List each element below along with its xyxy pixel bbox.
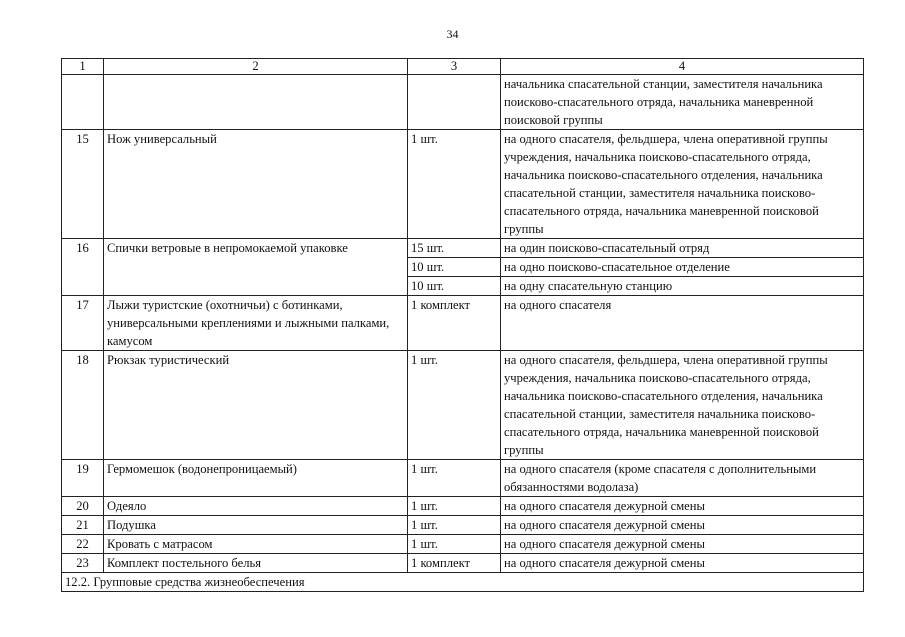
table-row [62, 296, 864, 351]
table-body [62, 75, 864, 573]
item-number [62, 75, 104, 130]
item-name: Нож универсальный [104, 130, 408, 239]
item-recipient: на один поисково-спасательный отряд [501, 239, 864, 258]
item-quantity: 15 шт. [408, 239, 501, 258]
page-number: 34 [446, 27, 459, 41]
section-title: 12.2. Групповые средства жизнеобеспечения [62, 573, 864, 592]
item-recipient: начальника спасательной станции, заместителя начальника поисково-спасательного отряда, начальника маневренной поисковой группы [501, 75, 864, 130]
item-recipient: на одну спасательную станцию [501, 277, 864, 296]
item-name: Кровать с матрасом [104, 535, 408, 554]
item-name: Комплект постельного белья [104, 554, 408, 573]
item-number: 16 [62, 239, 104, 296]
item-quantity: 1 шт. [408, 497, 501, 516]
item-number: 15 [62, 130, 104, 239]
item-number: 17 [62, 296, 104, 351]
item-recipient: на одного спасателя, фельдшера, члена оперативной группы учреждения, начальника поисково-спасательного отряда, начальника поисково-спасательного отделения, начальника спасательной станции, заместителя начальника поисково-спасательного отряда, начальника маневренной поисковой группы [501, 351, 864, 460]
item-number: 19 [62, 460, 104, 497]
table-row [62, 460, 864, 497]
table-row [62, 351, 864, 460]
section-footer-row [62, 573, 864, 592]
column-header-1: 1 [62, 59, 104, 75]
item-name: Лыжи туристские (охотничьи) с ботинками, универсальными креплениями и лыжными палками, камусом [104, 296, 408, 351]
column-header-2: 2 [104, 59, 408, 75]
column-header-3: 3 [408, 59, 501, 75]
item-number: 23 [62, 554, 104, 573]
table-row [62, 130, 864, 239]
item-quantity: 1 комплект [408, 296, 501, 351]
item-recipient: на одного спасателя дежурной смены [501, 497, 864, 516]
table-row [62, 554, 864, 573]
item-quantity [408, 75, 501, 130]
item-number: 20 [62, 497, 104, 516]
norms-table [61, 58, 864, 592]
item-recipient: на одно поисково-спасательное отделение [501, 258, 864, 277]
item-quantity: 1 шт. [408, 460, 501, 497]
table-header [62, 59, 864, 75]
item-recipient: на одного спасателя, фельдшера, члена оперативной группы учреждения, начальника поисково-спасательного отряда, начальника поисково-спасательного отделения, начальника спасательной станции, заместителя начальника поисково-спасательного отряда, начальника маневренной поисковой группы [501, 130, 864, 239]
item-name: Одеяло [104, 497, 408, 516]
column-header-4: 4 [501, 59, 864, 75]
item-recipient: на одного спасателя дежурной смены [501, 516, 864, 535]
item-recipient: на одного спасателя дежурной смены [501, 554, 864, 573]
table-row [62, 535, 864, 554]
item-name: Гермомешок (водонепроницаемый) [104, 460, 408, 497]
item-name [104, 75, 408, 130]
item-recipient: на одного спасателя [501, 296, 864, 351]
item-name: Спички ветровые в непромокаемой упаковке [104, 239, 408, 296]
item-quantity: 10 шт. [408, 277, 501, 296]
item-number: 18 [62, 351, 104, 460]
table-row [62, 75, 864, 130]
table-row [62, 497, 864, 516]
item-name: Рюкзак туристический [104, 351, 408, 460]
item-number: 21 [62, 516, 104, 535]
item-name: Подушка [104, 516, 408, 535]
table-row [62, 516, 864, 535]
item-recipient: на одного спасателя (кроме спасателя с дополнительными обязанностями водолаза) [501, 460, 864, 497]
item-quantity: 1 шт. [408, 130, 501, 239]
table-row [62, 239, 864, 258]
item-recipient: на одного спасателя дежурной смены [501, 535, 864, 554]
item-quantity: 10 шт. [408, 258, 501, 277]
item-quantity: 1 шт. [408, 516, 501, 535]
item-number: 22 [62, 535, 104, 554]
item-quantity: 1 шт. [408, 351, 501, 460]
item-quantity: 1 комплект [408, 554, 501, 573]
item-quantity: 1 шт. [408, 535, 501, 554]
